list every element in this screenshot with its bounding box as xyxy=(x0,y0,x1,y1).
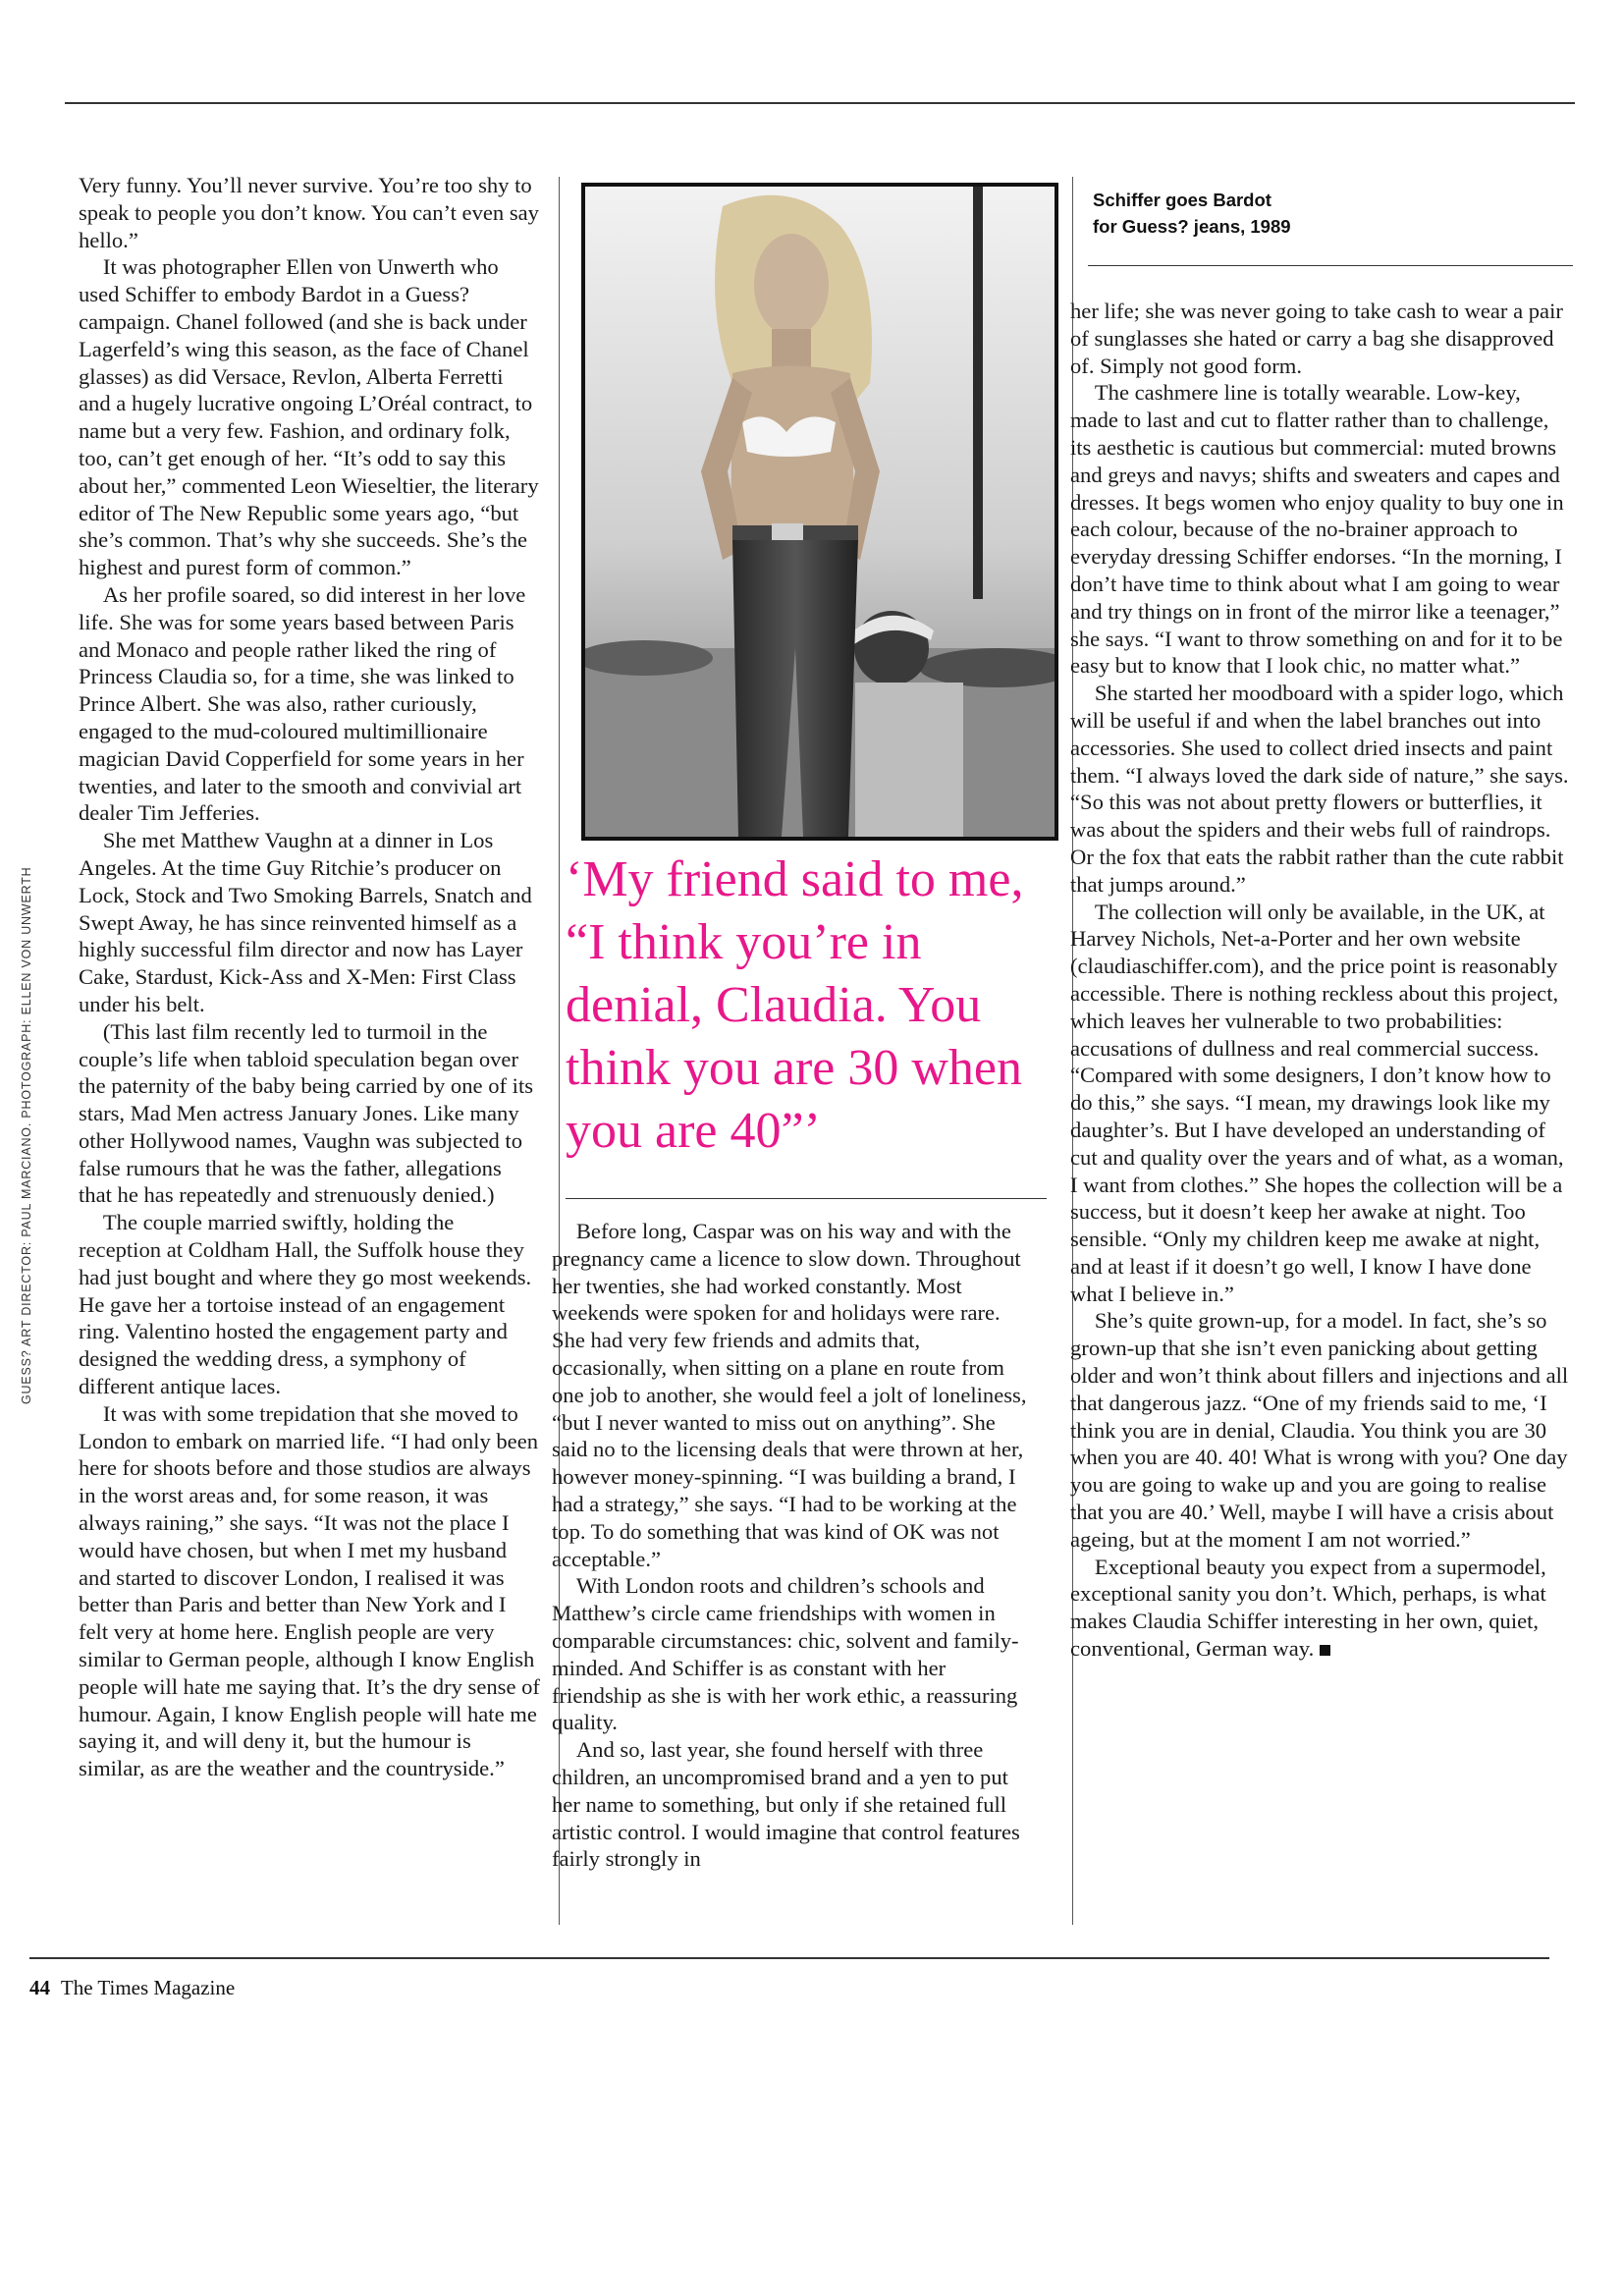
paragraph: With London roots and children’s schools and Matthew’s circle came friendships with women in comparable circumstances: chic, solvent and family-minded. And Schiffer is as constant with her friendship as she is with her work ethic, a reassuring quality. xyxy=(552,1573,1019,1735)
bottom-rule xyxy=(29,1957,1549,1959)
paragraph: As her profile soared, so did interest in her love life. She was for some years based between Paris and Monaco and people rather liked the ring of Princess Claudia so, for a time, she was linked to Prince Albert. She was also, rather curiously, engaged to the mud-coloured multimillionaire magician David Copperfield for some years in her twenties, and later to the smooth and convivial art dealer Tim Jefferies. xyxy=(79,581,526,826)
page-number: 44 xyxy=(29,1976,50,1999)
paragraph: She started her moodboard with a spider logo, which will be useful if and when the label branches out into accessories. She used to collect dried insects and paint them. “I always loved the dark side of nature,” she says. “So this was not about pretty flowers or butterflies, it was about the spiders and their webs full of raindrops. Or the fox that eats the rabbit rather than the cute rabbit that jumps around.” xyxy=(1070,681,1569,897)
paragraph: She met Matthew Vaughn at a dinner in Los Angeles. At the time Guy Ritchie’s producer on Lock, Stock and Two Smoking Barrels, Snatch and Swept Away, he has since reinvented himself as a highly successful film director and now has Layer Cake, Stardust, Kick-Ass and X-Men: First Class under his belt. xyxy=(79,828,532,1016)
article-column-1 xyxy=(79,172,540,1782)
paragraph-text: Exceptional beauty you expect from a supermodel, exceptional sanity you don’t. Which, perhaps, is what makes Claudia Schiffer interesting in her own, quiet, conventional, German way. xyxy=(1070,1554,1546,1662)
paragraph: (This last film recently led to turmoil in the couple’s life when tabloid speculation began over the paternity of the baby being carried by one of its stars, Mad Men actress January Jones. Like many other Hollywood names, Vaughn was subjected to false rumours that he was the father, allegations that he has repeatedly and strenuously denied.) xyxy=(79,1018,534,1208)
paragraph: her life; she was never going to take cash to wear a pair of sunglasses she hated or carry a bag she disapproved of. Simply not good form. xyxy=(1070,299,1563,378)
paragraph: She’s quite grown-up, for a model. In fact, she’s so grown-up that she isn’t even panicking about getting older and won’t think about fillers and injections and all that dangerous jazz. “One of my friends said to me, ‘I think you are in denial, Claudia. You think you are 30 when you are 40. 40! What is wrong with you? One day you are going to wake up and you are going to realise that you are 40.’ Well, maybe I will have a crisis about ageing, but at the moment I am not worried.” xyxy=(1070,1308,1569,1552)
paragraph: Very funny. You’ll never survive. You’re too shy to speak to people you don’t know. You can’t even say hello.” xyxy=(79,173,539,252)
paragraph: Before long, Caspar was on his way and with the pregnancy came a licence to slow down. Throughout her twenties, she had worked constantly. Most weekends were spoken for and holidays were rare. She had very few friends and admits that, occasionally, when sitting on a plane en route from one job to another, she would feel a jolt of loneliness, “but I never wanted to miss out on anything”. She said no to the licensing deals that were thrown at her, however money-spinning. “I was building a brand, I had a strategy,” she says. “I had to be working at the top. To do something that was kind of OK was not acceptable.” xyxy=(552,1219,1027,1571)
top-rule xyxy=(65,102,1575,104)
pull-quote: ‘My friend said to me, “I think you’re in denial, Claudia. You think you are 30 when you are 40”’ xyxy=(566,851,1024,1159)
paragraph: And so, last year, she found herself with three children, an uncompromised brand and a yen to put her name to something, but only if she retained full artistic control. I would imagine that control features fairly strongly in xyxy=(552,1737,1020,1872)
photo-caption xyxy=(1093,187,1387,240)
page-footer xyxy=(29,1976,235,2000)
photograph-claudia-schiffer-icon xyxy=(585,187,1055,837)
end-of-article-icon xyxy=(1320,1645,1330,1656)
pull-quote-rule xyxy=(566,1198,1047,1199)
article-column-2 xyxy=(552,1218,1027,1873)
paragraph: It was with some trepidation that she moved to London to embark on married life. “I had only been here for shoots before and those studios are always in the worst areas and, for some reason, it was always raining,” she says. “It was not the place I would have chosen, but when I met my husband and started to discover London, I realised it was better than Paris and better than New York and I felt very at home here. English people are very similar to German people, although I know English people will hate me saying that. It’s the dry sense of humour. Again, I know English people will hate me saying it, and will deny it, but the humour is similar, as are the weather and the countryside.” xyxy=(79,1400,540,1781)
photo-credit: GUESS? ART DIRECTOR: PAUL MARCIANO. PHOTOGRAPH: ELLEN VON UNWERTH xyxy=(20,866,33,1404)
paragraph: The cashmere line is totally wearable. Low-key, made to last and cut to flatter rather than to challenge, its aesthetic is cautious but commercial: muted browns and greys and navys; shifts and sweaters and capes and dresses. It begs women who enjoy quality to buy one in each colour, because of the no-brainer approach to everyday dressing Schiffer endorses. “In the morning, I don’t have time to think about what I am going to wear and try things on in front of the mirror like a teenager,” she says. “I want to throw something on and for it to be easy but to know that I look chic, no matter what.” xyxy=(1070,380,1564,679)
article-column-3 xyxy=(1070,298,1571,1663)
paragraph xyxy=(1070,1554,1571,1663)
paragraph: The couple married swiftly, holding the reception at Coldham Hall, the Suffolk house they had just bought and where they go most weekends. He gave her a tortoise instead of an engagement ring. Valentino hosted the engagement party and designed the wedding dress, a symphony of different antique laces. xyxy=(79,1210,532,1399)
caption-line-2: for Guess? jeans, 1989 xyxy=(1093,216,1291,237)
caption-line-1: Schiffer goes Bardot xyxy=(1093,190,1271,210)
paragraph: The collection will only be available, in the UK, at Harvey Nichols, Net-a-Porter and her own website (claudiaschiffer.com), and the price point is reasonably accessible. There is nothing reckless about this project, which leaves her vulnerable to two probabilities: accusations of dullness and real commercial success. “Compared with some designers, I don’t know how to do this,” she says. “I mean, my drawings look like my daughter’s. But I have developed an understanding of cut and quality over the years and of what, as a woman, I want from clothes.” She hopes the collection will be a success, but it doesn’t keep her awake at night. Too sensible. “Only my children keep me awake at night, and at least if it doesn’t go well, I know I have done what I believe in.” xyxy=(1070,899,1564,1306)
article-photo xyxy=(581,183,1058,841)
caption-rule xyxy=(1088,265,1573,266)
paragraph: It was photographer Ellen von Unwerth who used Schiffer to embody Bardot in a Guess? campaign. Chanel followed (and she is back under Lagerfeld’s wing this season, as the face of Chanel glasses) as did Versace, Revlon, Alberta Ferretti and a hugely lucrative ongoing L’Oréal contract, to name but a very few. Fashion, and ordinary folk, too, can’t get enough of her. “It’s odd to say this about her,” commented Leon Wieseltier, the literary editor of The New Republic some years ago, “but she’s common. That’s why she succeeds. She’s the highest and purest form of common.” xyxy=(79,254,539,580)
publication-name: The Times Magazine xyxy=(60,1976,236,1999)
